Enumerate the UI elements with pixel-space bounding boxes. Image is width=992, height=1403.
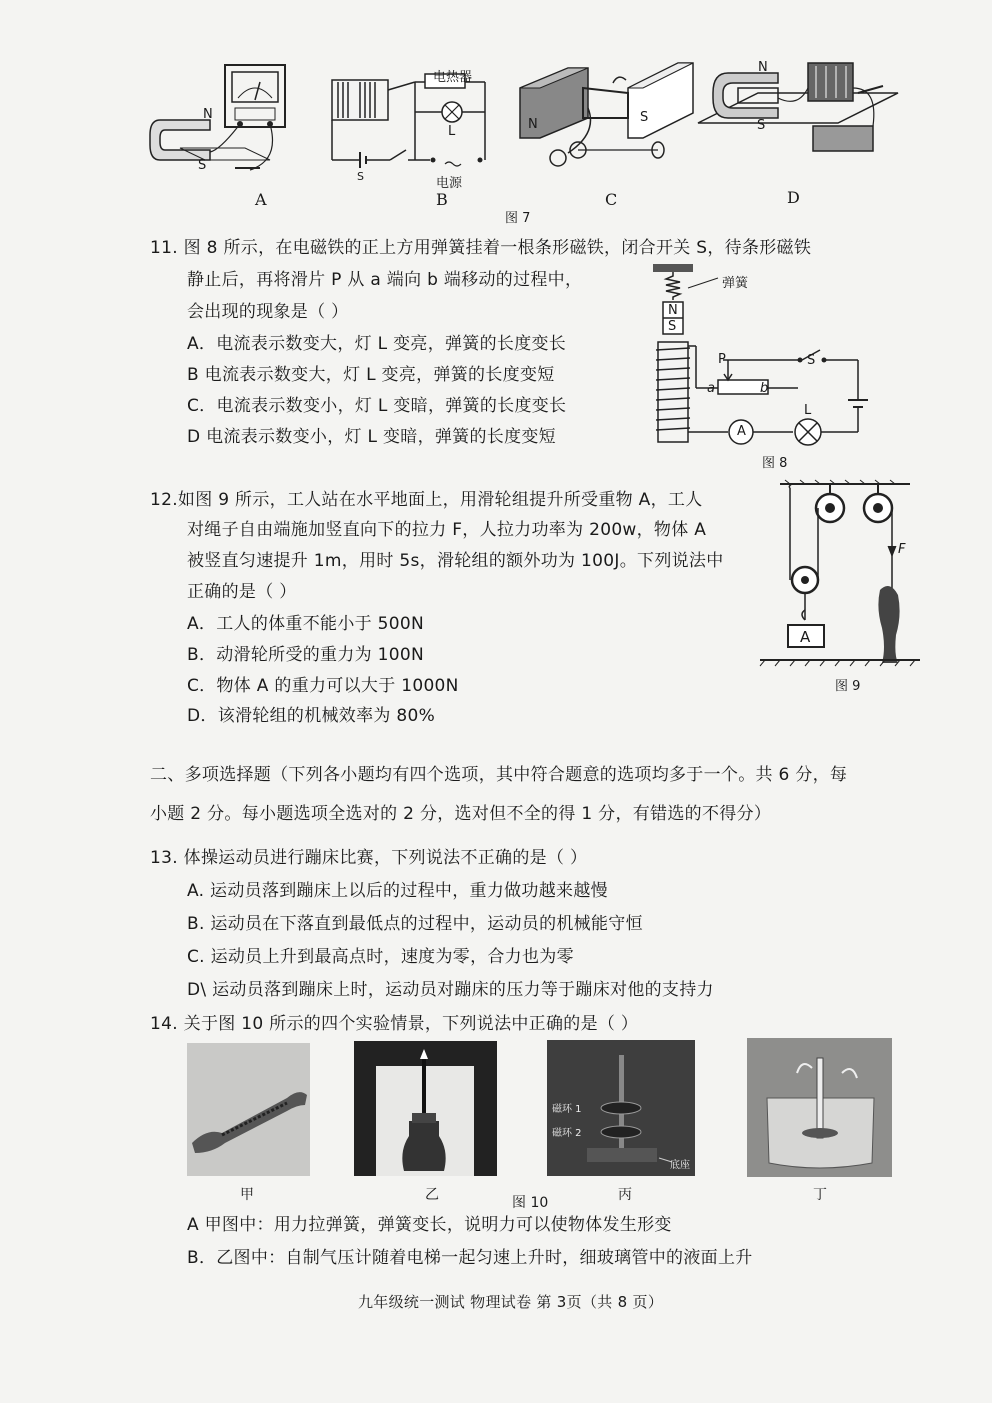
photo-ding-art [747, 1038, 892, 1177]
q13-option-b[interactable]: B. 运动员在下落直到最低点的过程中，运动员的机械能守恒 [187, 914, 643, 934]
fig7-a-s: S [198, 158, 207, 173]
fig7-c-n: N [528, 117, 538, 132]
photo-jia-art [187, 1043, 310, 1176]
section-2-line-2: 小题 2 分。每小题选项全选对的 2 分，选对但不全的得 1 分，有错选的不得分） [150, 804, 772, 824]
fig8-diagram [648, 262, 878, 452]
q12-line-2: 对绳子自由端施加竖直向下的拉力 F，人拉力功率为 200w，物体 A [187, 520, 707, 540]
q11-line-3: 会出现的现象是（ ） [187, 302, 349, 322]
fig8-magnet-n: N [668, 303, 678, 318]
fig7-label-c: C [605, 190, 618, 209]
photo-label-jia: 甲 [240, 1187, 254, 1203]
q12-line-4: 正确的是（ ） [187, 582, 297, 602]
photo-bing-ring1: 磁环 1 [552, 1104, 582, 1115]
photo-yi [354, 1041, 497, 1176]
fig7-b-source: 电源 [436, 176, 463, 191]
fig7-b-switch: S [357, 170, 364, 183]
q14-option-a[interactable]: A 甲图中：用力拉弹簧，弹簧变长，说明力可以使物体发生形变 [187, 1215, 672, 1235]
fig7-label-d: D [787, 188, 800, 207]
fig7-d-n: N [758, 60, 768, 75]
q11-option-c[interactable]: C．电流表示数变小，灯 L 变暗，弹簧的长度变长 [187, 396, 567, 416]
photo-bing-ring2: 磁环 2 [552, 1128, 582, 1139]
fig7-d-diagram [698, 58, 898, 168]
fig7-b-diagram [330, 60, 500, 180]
fig8-spring-label: 弹簧 [722, 276, 749, 291]
fig7-d-s: S [757, 118, 766, 133]
fig7-label-a: A [255, 190, 267, 209]
q12-option-c[interactable]: C．物体 A 的重力可以大于 1000N [187, 676, 459, 696]
q13-option-a[interactable]: A. 运动员落到蹦床上以后的过程中，重力做功越来越慢 [187, 881, 608, 901]
fig7-a-diagram [150, 60, 300, 180]
q11-line-2: 静止后，再将滑片 P 从 a 端向 b 端移动的过程中， [187, 270, 583, 290]
q11-option-d[interactable]: D 电流表示数变小，灯 L 变暗，弹簧的长度变短 [187, 427, 556, 447]
q14-option-b[interactable]: B．乙图中：自制气压计随着电梯一起匀速上升时，细玻璃管中的液面上升 [187, 1248, 753, 1268]
fig8-lamp-l: L [804, 403, 812, 418]
page-footer: 九年级统一测试 物理试卷 第 3页（共 8 页） [358, 1293, 664, 1311]
q13-option-d[interactable]: D\ 运动员落到蹦床上时，运动员对蹦床的压力等于蹦床对他的支持力 [187, 980, 714, 1000]
q13-line-1: 13. 体操运动员进行蹦床比赛，下列说法不正确的是（ ） [150, 848, 588, 868]
section-2-line-1: 二、多项选择题（下列各小题均有四个选项，其中符合题意的选项均多于一个。共 6 分，每 [150, 765, 848, 785]
photo-bing-base: 底座 [670, 1160, 690, 1171]
fig9-caption: 图 9 [835, 679, 861, 694]
fig8-end-a: a [707, 381, 715, 396]
fig7-c-diagram [518, 58, 698, 178]
fig8-end-b: b [760, 381, 769, 396]
fig9-block-a: A [800, 628, 811, 646]
photo-ding [747, 1038, 892, 1177]
photo-label-yi: 乙 [425, 1187, 439, 1203]
q12-line-1: 12.如图 9 所示，工人站在水平地面上，用滑轮组提升所受重物 A，工人 [150, 490, 703, 510]
q13-option-c[interactable]: C. 运动员上升到最高点时，速度为零，合力也为零 [187, 947, 574, 967]
fig7-b-lamp: L [448, 124, 456, 139]
fig7-caption: 图 7 [505, 211, 531, 226]
photo-label-ding: 丁 [813, 1187, 827, 1203]
photo-jia [187, 1043, 310, 1176]
q12-line-3: 被竖直匀速提升 1m，用时 5s，滑轮组的额外功为 100J。下列说法中 [187, 551, 724, 571]
fig7-b-heater: 电热器 [433, 70, 473, 85]
photo-label-bing: 丙 [618, 1187, 632, 1203]
fig8-slider-p: P [718, 352, 726, 367]
fig8-ammeter: A [737, 424, 746, 439]
q11-option-b[interactable]: B 电流表示数变大，灯 L 变亮，弹簧的长度变短 [187, 365, 555, 385]
fig9-diagram [760, 480, 925, 670]
q14-line-1: 14. 关于图 10 所示的四个实验情景，下列说法中正确的是（ ） [150, 1014, 639, 1034]
fig7-label-b: B [436, 190, 448, 209]
q11-option-a[interactable]: A．电流表示数变大，灯 L 变亮，弹簧的长度变长 [187, 334, 567, 354]
fig7-c-s: S [640, 110, 649, 125]
q12-option-d[interactable]: D．该滑轮组的机械效率为 80% [187, 706, 436, 726]
photo-yi-art [354, 1041, 497, 1176]
fig8-magnet-s: S [668, 319, 677, 334]
fig8-switch-s: S [807, 353, 816, 368]
q12-option-a[interactable]: A．工人的体重不能小于 500N [187, 614, 424, 634]
fig9-force-f: F [898, 542, 906, 557]
q11-line-1: 11. 图 8 所示，在电磁铁的正上方用弹簧挂着一根条形磁铁，闭合开关 S，待条形磁铁 [150, 238, 812, 258]
fig7-a-n: N [203, 107, 213, 122]
fig8-caption: 图 8 [762, 456, 788, 471]
fig10-caption: 图 10 [512, 1195, 549, 1211]
q12-option-b[interactable]: B．动滑轮所受的重力为 100N [187, 645, 425, 665]
